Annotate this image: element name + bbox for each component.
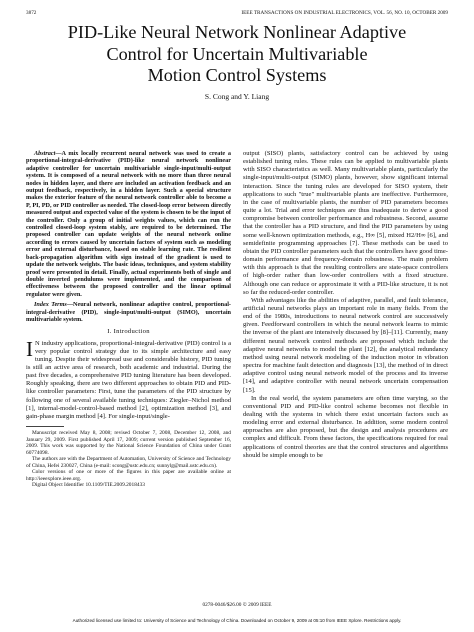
right-column bbox=[243, 150, 448, 460]
paper-title bbox=[26, 22, 448, 87]
body-paragraph: With advantages like the abilities of adaptive, parallel, and fault tolerance, artificial neural networks plays an important role in many fields. From the end of the 1980s, introductions to neural network control are successively given. Feedforward controllers in which the neural network learns to mimic the inverse of the plant are intensively discussed by [8]–[11]. Currently, many different neural network control methods are proposed which include the adaptive neural networks to model the plant [12], the analytical redundancy method using neural network modeling of the induction motor in vibration spectra for machine fault detection and diagnosis [13], the method of in direct adaptive control using neural network model of the process and its inverse [14], and adaptive controller with neural network uncertain compensation [15]. bbox=[243, 296, 448, 394]
title-line: PID-Like Neural Network Nonlinear Adaptive bbox=[67, 22, 407, 42]
abstract bbox=[26, 150, 231, 298]
index-terms-text: —Neural network, nonlinear adaptive control, proportional-integral-derivative (PID), single-input/multi-output (SIMO), uncertain multivariable system. bbox=[26, 301, 231, 323]
title-block bbox=[26, 22, 448, 101]
section-heading: I. Introduction bbox=[107, 328, 150, 336]
copyright-line: 0278-0046/$26.00 © 2009 IEEE bbox=[202, 602, 272, 608]
footnote-authors: The authors are with the Department of Automation, University of Science and Technology of China, Hefei 230027, China (e-mail: scong@ustc.edu.cn; sunnylg@mail.ustc.edu.cn). bbox=[26, 456, 231, 469]
drop-cap: I bbox=[26, 336, 33, 361]
intro-paragraph bbox=[26, 336, 231, 422]
footnote-doi: Digital Object Identifier 10.1109/TIE.2009.2018433 bbox=[32, 482, 145, 489]
abstract-text: —A mix locally recurrent neural network was used to create a proportional-integral-derivative (PID)-like neural network nonlinear adaptive controller for uncertain multivariable single-input/multi-output system. It is composed of a neural network with no more than three neural nodes in hidden layer, and there are included an activation feedback and an output feedback, respectively, in a hidden layer. Such a special structure makes the exterior feature of the neural network controller able to become a P, PI, PD, or PID controller as needed. The closed-loop error between directly measured output and expected value of the system is chosen to be the input of the controller. Only a group of initial weights values, which can run the controlled closed-loop system stably, are required to be determined. The proposed controller can update weights of the neural network online according to errors caused by uncertain factors of system such as modeling error and external disturbance, based on stable learning rate. The resilient back-propagation algorithm with sign instead of the gradient is used to update the network weights. The basic ideas, techniques, and system stability proof were presented in detail. Finally, actual experiments both of single and double inverted pendulums were implemented, and the comparison of effectiveness between the proposed controller and the linear optimal regulator were given. bbox=[26, 150, 231, 298]
authors: S. Cong and Y. Liang bbox=[204, 91, 270, 101]
abstract-lead: Abstract bbox=[34, 150, 56, 157]
title-line: Control for Uncertain Multivariable bbox=[106, 43, 368, 64]
left-column bbox=[26, 150, 231, 489]
title-line: Motion Control Systems bbox=[147, 65, 327, 85]
footnote-color: Color versions of one or more of the figures in this paper are available online at http://ieeexplore.ieee.org. bbox=[26, 469, 231, 482]
page-number: 3872 bbox=[26, 10, 37, 16]
running-header bbox=[26, 8, 448, 18]
intro-text: N industry applications, proportional-integral-derivative (PID) control is a very popular control strategy due to its simple architecture and easy tuning. Despite their widespread use and considerable history, PID tuning is still an active area of research, both academic and industrial. During the past five decades, a comprehensive PID tuning literature has been developed. Roughly speaking, there are two different approaches to obtain PID and PID-like controller parameters: First, tune the parameters of the PID structure by following one of several available tuning techniques: Ziegler–Nichol method [1], internal-model-control-based method [2], optimization method [3], and gain-phase margin method [4]. For single-input/single- bbox=[26, 339, 231, 420]
license-notice: Authorized licensed use limited to: University of Science and Technology of China. Downloaded on October 9, 2009 at 05:10 from IEEE Xplore. Restrictions apply. bbox=[72, 618, 402, 623]
footnote-manuscript: Manuscript received May 8, 2008; revised October 7, 2008, December 12, 2008, and January 29, 2009. First published April 17, 2009; current version published September 16, 2009. This work was supported by the National Science Foundation of China under Grant 60774098. bbox=[26, 430, 231, 456]
footnote-rule bbox=[26, 426, 64, 427]
body-paragraph: output (SISO) plants, satisfactory control can be achieved by using established tuning rules. These rules can be applied to multivariable plants with SISO characteristics as well. Many multivariable plants, particularly the single-input/multi-output (SIMO) plants, however, show significant internal interaction. Since the tuning rules are developed for SISO system, their applications to such "true" multivariable plants are ineffective. Furthermore, in the case of multivariable plants, the number of PID parameters becomes quite a lot. Trial and error techniques are thus inadequate to derive a good compromise between controller performance and robustness. Second, assume that the controller has a PID structure, and find the PID parameters by using some well-known optimization methods, e.g., H∞ [5], mixed H2/H∞ [6], and semidefinite programming approaches [7]. These methods can be used to obtain the PID controller parameters such that the controllers have good time-domain performance and frequency-domain robustness. The main problem with this approach is that the resulting controllers are state-space controllers of high-order rather than low-order controllers with a fixed structure. Although one can reduce or approximate it with a PID-like structure, it is not so far the reduced-order controller. bbox=[243, 150, 448, 296]
index-terms bbox=[26, 301, 231, 323]
body-paragraph: In the real world, the system parameters are often time varying, so the conventional PID and PID-like control scheme becomes not flexible in dealing with the systems in which there exist uncertain factors such as modeling error and external disturbance. In addition, some modern control approaches are also proposed, but the design and analysis procedures are complex and difficult. From these factors, the specifications required for real applications of control theories are that the control structures and algorithms should be simple enough to be bbox=[243, 394, 448, 459]
index-terms-lead: Index Terms bbox=[34, 301, 67, 309]
journal-header: IEEE TRANSACTIONS ON INDUSTRIAL ELECTRONICS, VOL. 56, NO. 10, OCTOBER 2009 bbox=[241, 10, 448, 16]
